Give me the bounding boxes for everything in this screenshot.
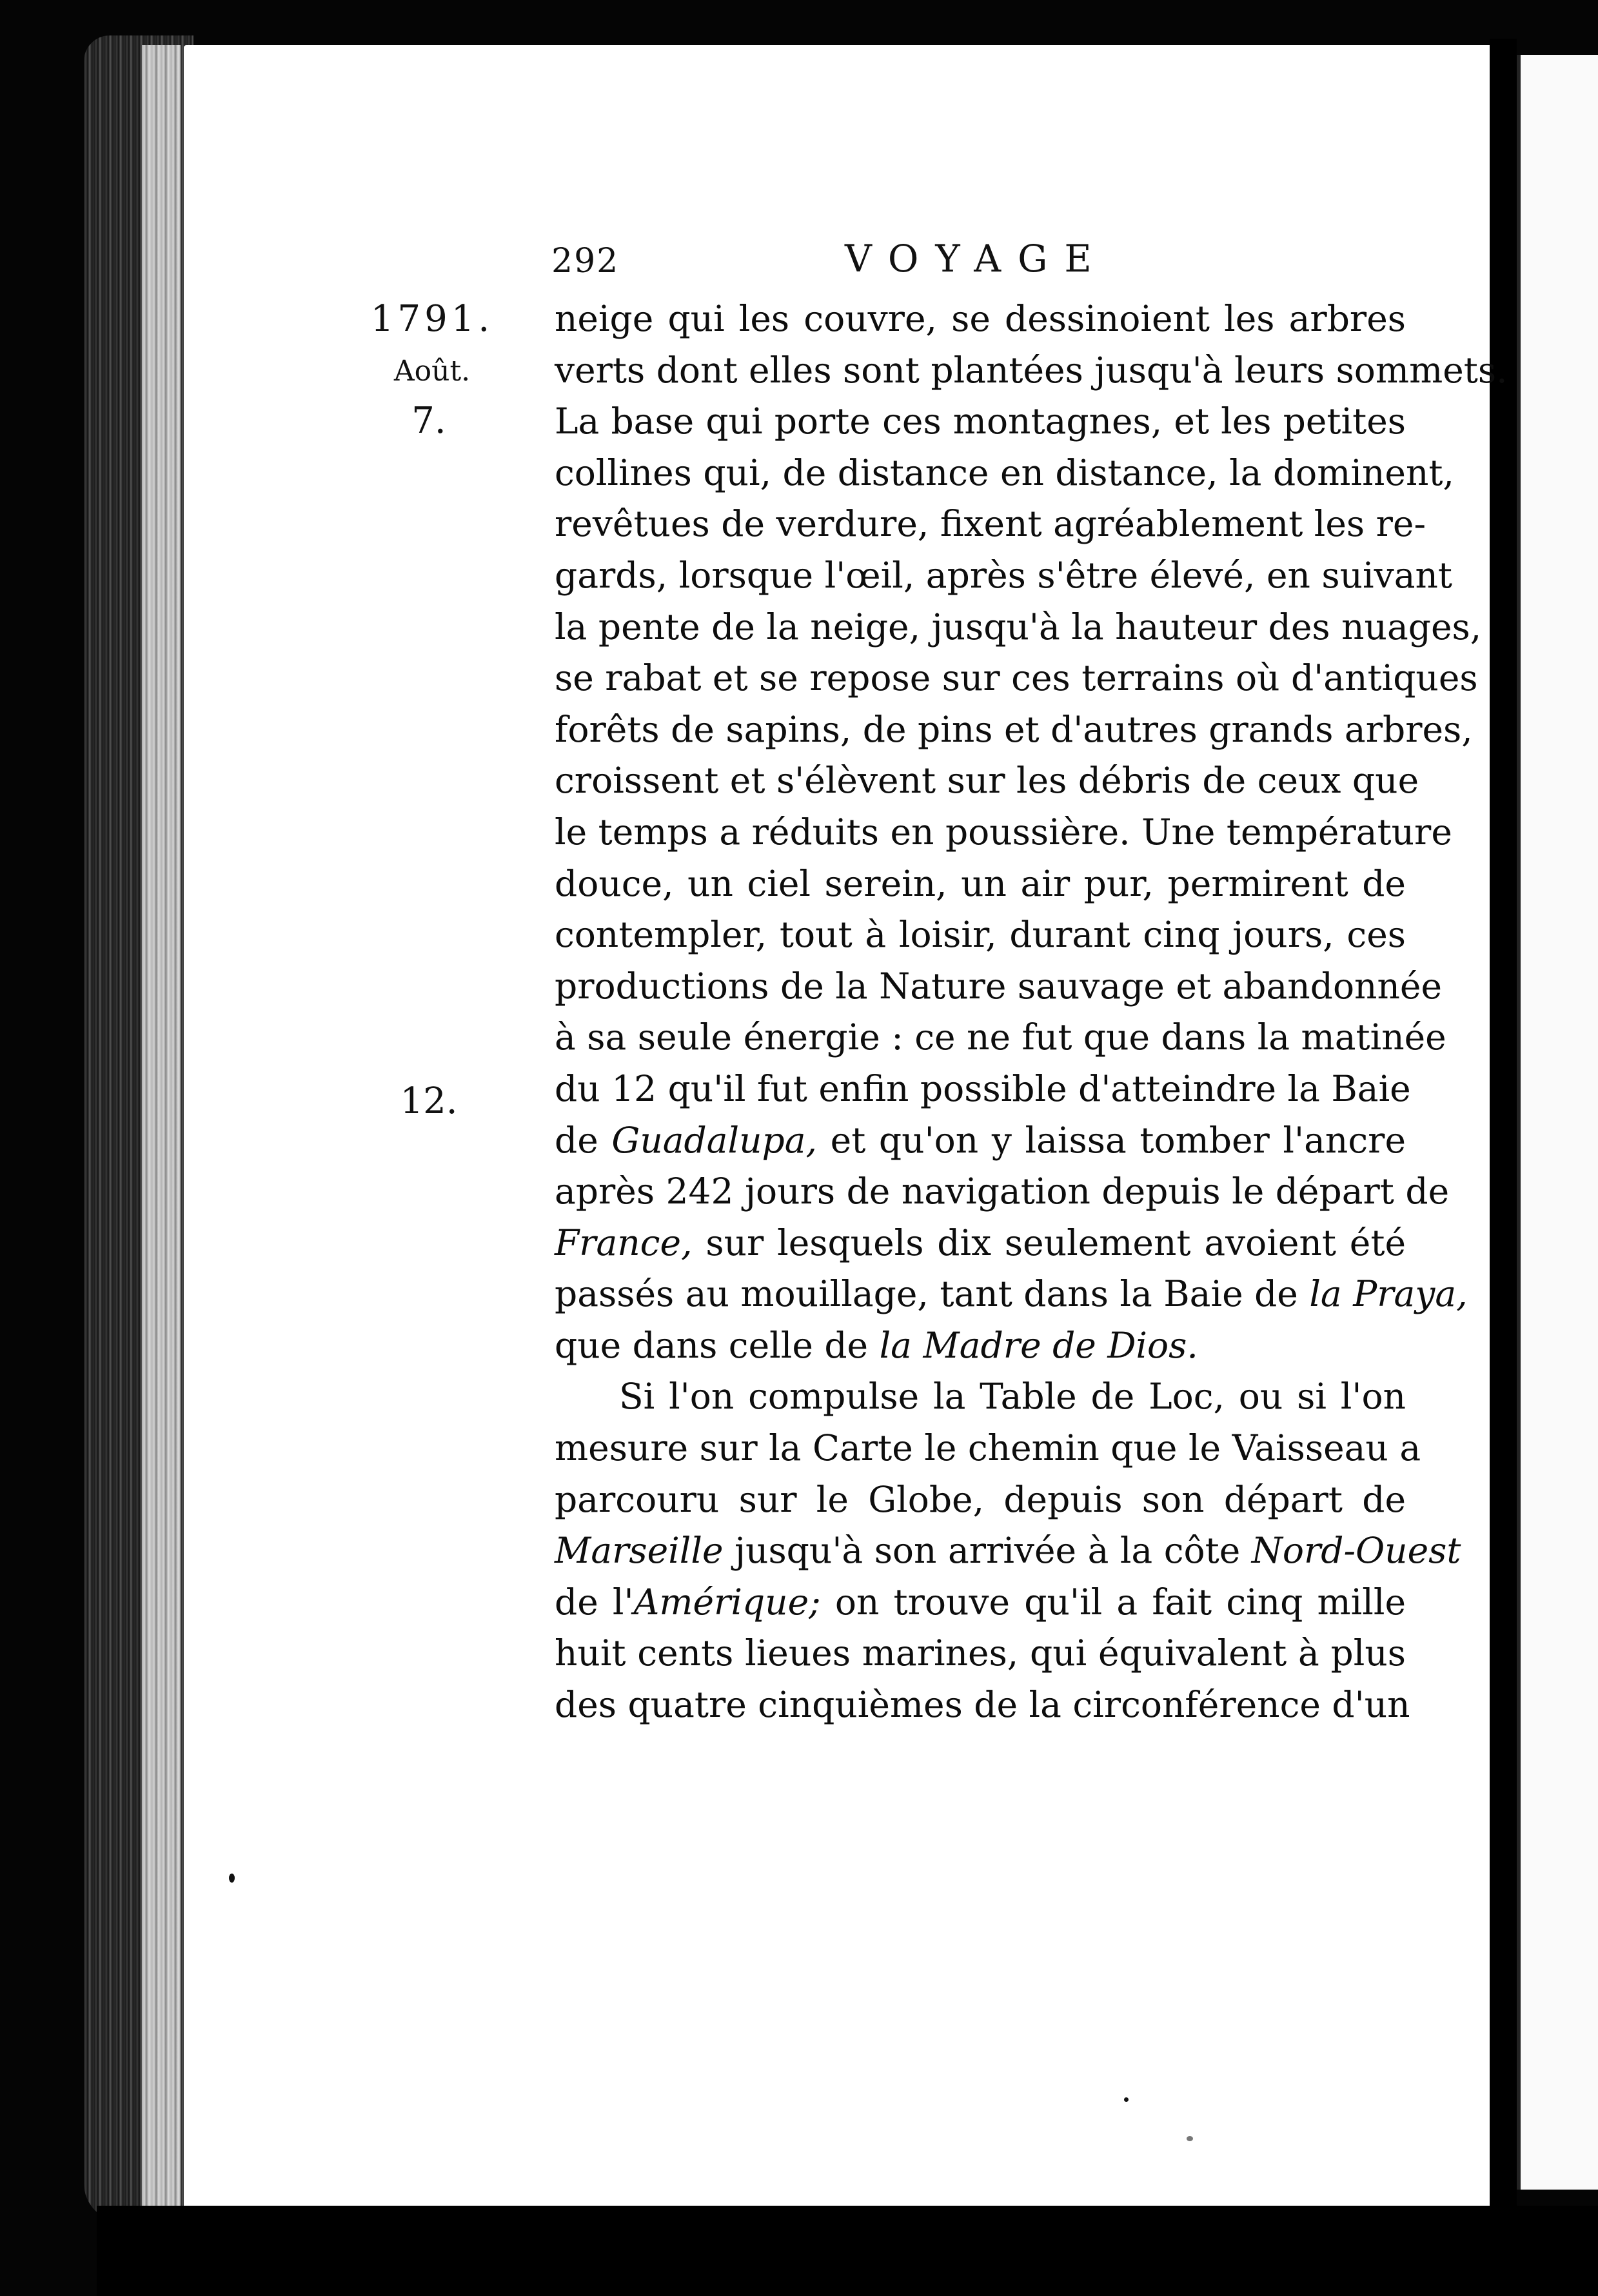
- text-segment: douce, un ciel serein, un air pur, permirent de: [555, 862, 1406, 904]
- text-segment: gards, lorsque l'œil, après s'être élevé, en suivant: [555, 554, 1453, 596]
- text-segment: La base qui porte ces montagnes, et les petites: [555, 401, 1406, 442]
- page-stack-edge: [142, 45, 181, 2225]
- page-speck: [1187, 2136, 1193, 2141]
- text-segment: après 242 jours de navigation depuis le départ de: [555, 1171, 1450, 1212]
- text-line: [555, 755, 1419, 807]
- text-line: [555, 396, 1406, 448]
- italic-text: Amérique;: [633, 1581, 821, 1623]
- text-segment: des quatre cinquièmes de la circonférence d'un: [555, 1684, 1410, 1726]
- text-segment: se rabat et se repose sur ces terrains où d'antiques: [555, 657, 1478, 699]
- text-segment: que dans celle de: [555, 1324, 880, 1366]
- text-segment: on trouve qu'il a fait cinq mille: [820, 1581, 1406, 1623]
- text-segment: la pente de la neige, jusqu'à la hauteur des nuages,: [555, 606, 1482, 648]
- text-segment: verts dont elles sont plantées jusqu'à leurs sommets.: [555, 349, 1508, 391]
- page-speck: [229, 1874, 235, 1883]
- text-line: [555, 807, 1452, 858]
- text-line: [555, 602, 1482, 653]
- text-segment: forêts de sapins, de pins et d'autres grands arbres,: [555, 708, 1473, 750]
- text-segment: sur lesquels dix seulement avoient été: [692, 1222, 1406, 1263]
- text-segment: contempler, tout à loisir, durant cinq jours, ces: [555, 914, 1406, 956]
- text-segment: le temps a réduits en poussière. Une température: [555, 811, 1452, 853]
- text-line: [555, 1115, 1406, 1167]
- text-line: [555, 653, 1478, 704]
- text-segment: parcouru sur le Globe, depuis son départ de: [555, 1478, 1406, 1520]
- text-segment: et qu'on y laissa tomber l'ancre: [817, 1119, 1406, 1161]
- body-text: [555, 293, 1508, 1731]
- text-line: [555, 1525, 1461, 1577]
- text-line: [555, 1320, 1406, 1372]
- text-segment: à sa seule énergie : ce ne fut que dans la matinée: [555, 1016, 1446, 1058]
- text-line: [555, 1628, 1406, 1679]
- page-speck: [1124, 2097, 1129, 2102]
- bottom-shadow: [97, 2206, 1598, 2296]
- text-segment: passés au mouillage, tant dans la Baie de: [555, 1273, 1310, 1315]
- text-line: [555, 1064, 1411, 1115]
- text-line: [555, 1012, 1446, 1064]
- paragraph-2: [555, 1371, 1461, 1730]
- text-line: [555, 1679, 1410, 1731]
- text-segment: Si l'on compulse la Table de Loc, ou si l'on: [619, 1376, 1406, 1418]
- text-segment: jusqu'à son arrivée à la côte: [723, 1530, 1252, 1572]
- text-segment: neige qui les couvre, se dessinoient les arbres: [555, 298, 1406, 339]
- text-line: [555, 1474, 1406, 1526]
- text-line: [555, 345, 1508, 397]
- text-line: [555, 448, 1454, 499]
- margin-note-year: 1791.: [370, 298, 494, 340]
- text-segment: de: [555, 1119, 612, 1161]
- text-segment: mesure sur la Carte le chemin que le Vaisseau a: [555, 1427, 1421, 1469]
- italic-text: la Praya,: [1309, 1273, 1468, 1315]
- text-segment: collines qui, de distance en distance, la dominent,: [555, 451, 1454, 493]
- italic-text: Nord-Ouest: [1251, 1530, 1461, 1572]
- text-line: [555, 961, 1442, 1013]
- running-head: [551, 237, 1125, 293]
- text-line: [555, 1371, 1406, 1423]
- italic-text: Guadalupa,: [611, 1119, 818, 1161]
- text-line: [555, 704, 1473, 756]
- text-segment: revêtues de verdure, fixent agréablement les re-: [555, 503, 1426, 545]
- italic-text: France,: [555, 1222, 693, 1263]
- text-line: [555, 909, 1406, 961]
- text-line: [555, 1269, 1468, 1320]
- paragraph-1: [555, 293, 1508, 1371]
- running-title: VOYAGE: [845, 237, 1109, 281]
- italic-text: Marseille: [555, 1530, 724, 1572]
- text-segment: productions de la Nature sauvage et abandonnée: [555, 965, 1442, 1007]
- text-segment: huit cents lieues marines, qui équivalent à plus: [555, 1632, 1406, 1674]
- text-line: [555, 550, 1453, 602]
- text-line: [555, 1166, 1450, 1218]
- text-segment: du 12 qu'il fut enfin possible d'atteindre la Baie: [555, 1067, 1411, 1109]
- margin-note-day-12: 12.: [400, 1080, 458, 1122]
- text-line: [555, 858, 1406, 910]
- italic-text: la Madre de Dios.: [879, 1324, 1198, 1366]
- text-segment: de l': [555, 1581, 634, 1623]
- text-line: [555, 499, 1426, 550]
- text-line: [555, 293, 1406, 345]
- text-line: [555, 1423, 1421, 1474]
- page-number: 292: [551, 242, 620, 281]
- text-segment: croissent et s'élèvent sur les débris de ceux que: [555, 760, 1419, 802]
- margin-note-month: Août.: [393, 355, 471, 388]
- text-line: [555, 1577, 1406, 1628]
- margin-note-day-7: 7.: [411, 400, 446, 442]
- text-line: [555, 1218, 1406, 1269]
- facing-page-edge: [1517, 55, 1598, 2190]
